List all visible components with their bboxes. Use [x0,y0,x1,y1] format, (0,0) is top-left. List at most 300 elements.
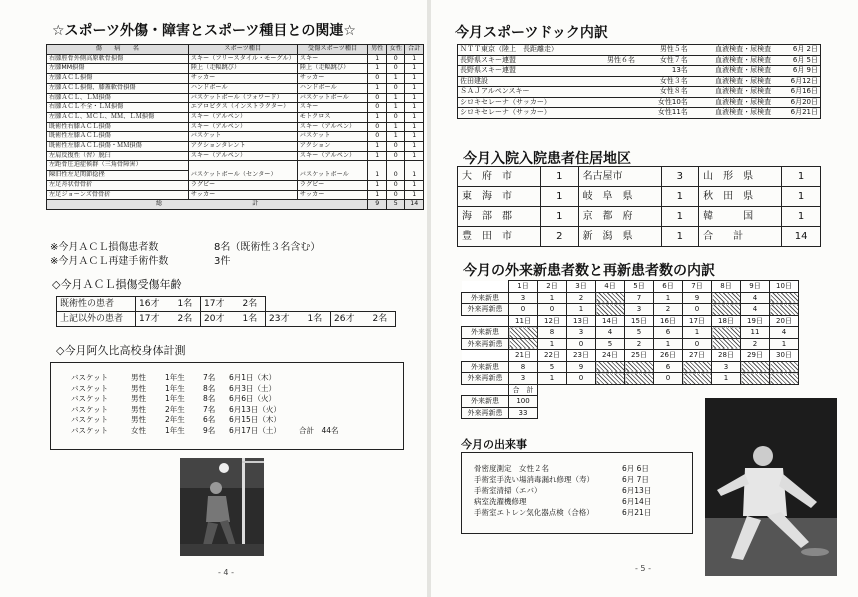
injury-row [47,132,424,142]
count-value: 3 [712,361,741,373]
injury-total: 1 [405,112,424,122]
residence-count: 1 [661,207,699,227]
event-text: 手術室エトレン気化器点検（合格） [474,508,594,517]
injury-receive-sport: スキー [297,103,368,113]
measurement-field: 6月17日（土） [229,425,281,435]
dock-row [458,87,821,98]
injury-male: 1 [368,142,387,152]
measurement-field: 8名 [203,394,216,404]
count-total-value: 33 [509,407,538,419]
injury-diagnosis: 陳旧性左足関節捻挫 [47,171,189,181]
count-day: 12日 [538,315,567,327]
event-date: 6月13日 [622,486,652,495]
count-day: 21日 [509,350,538,362]
injury-section-title: ☆スポーツ外傷・障害とスポーツ種目との関連☆ [52,23,356,39]
residence-area: 合 計 [699,227,782,247]
dock-row [458,45,821,56]
injury-female: 0 [386,151,405,161]
injury-receive-sport: アクション [297,142,368,152]
injury-sport: スキー（アルペン） [188,112,297,122]
age-cell: 26才 2名 [331,312,396,327]
injury-diagnosis: 左足舟状骨骨折 [47,180,189,190]
count-value: 0 [567,338,596,350]
measurement-field: バスケット [71,373,109,382]
count-day: 9日 [741,281,770,293]
count-value: 1 [567,304,596,316]
dock-count-male [592,108,637,119]
injury-sport: バスケット [188,132,297,142]
measurement-field: 7名 [203,373,216,382]
injury-row [47,93,424,103]
injury-row [47,64,424,74]
measurement-field: 6月13日（火） [229,404,281,414]
dock-tests: 血液検査・尿検査 [690,55,773,66]
injury-row [47,103,424,113]
count-value: 5 [538,361,567,373]
injury-female: 1 [386,93,405,103]
measurement-field: 6月1日（木） [229,373,277,382]
dock-count-male [592,76,637,87]
measurement-field: バスケット [71,404,109,414]
measurement-box [50,362,404,450]
measurement-field: 男性 [131,404,146,414]
residence-count: 1 [661,227,699,247]
dock-team: シロキセレーナ（サッカー） [458,97,593,108]
injury-row [47,122,424,132]
injury-total: 1 [405,180,424,190]
count-value [770,304,799,316]
measurement-field: バスケット [71,383,109,393]
age-cell: 17才 2名 [201,297,266,312]
count-row-label: 外来新患 [462,292,509,304]
count-day: 2日 [538,281,567,293]
dock-count: 男性５名 [637,45,690,56]
injury-male: 1 [368,180,387,190]
count-value: 1 [712,373,741,385]
event-date: 6月21日 [622,508,652,517]
measurement-field: 6月15日（木） [229,415,281,425]
count-value [596,373,625,385]
injury-diagnosis: 左膝ＡＣＬ損傷 [47,74,189,84]
residence-count: 1 [541,167,579,187]
injury-sport: 陸上（走幅跳び） [188,64,297,74]
residence-count: 2 [541,227,579,247]
injury-male: 0 [368,93,387,103]
injury-total: 1 [405,142,424,152]
count-day: 16日 [654,315,683,327]
measurement-field: 男性 [131,415,146,425]
count-value: 4 [770,327,799,339]
injury-male: 1 [368,171,387,181]
event-text: 骨密度測定 女性２名 [474,464,549,473]
injury-female: 1 [386,103,405,113]
count-day: 22日 [538,350,567,362]
count-day: 4日 [596,281,625,293]
injury-receive-sport: スキー（アルペン） [297,122,368,132]
count-value [625,373,654,385]
measurement-field: 7名 [203,404,216,414]
page-number-left: - 4 - [218,568,234,577]
injury-female: 0 [386,142,405,152]
injury-sport: スキー（アルペン） [188,122,297,132]
count-value [596,304,625,316]
injury-female: 0 [386,64,405,74]
injury-male: 0 [368,103,387,113]
injury-diagnosis: 既術性左膝ＡＣＬ損傷・ＭＭ損傷 [47,142,189,152]
count-value [509,327,538,339]
residence-count: 1 [541,187,579,207]
count-row-new [462,292,799,304]
count-total-value: 100 [509,396,538,408]
injury-diagnosis: 右膝ＡＣＬ不全・ＬＭ損傷 [47,103,189,113]
count-value: 0 [683,338,712,350]
count-day: 25日 [625,350,654,362]
residence-table [457,166,821,247]
dock-count-male: 男性６名 [592,55,637,66]
injury-diagnosis: 左膝MM損傷 [47,64,189,74]
page-5 [431,0,858,597]
injury-female: 0 [386,83,405,93]
count-day: 7日 [683,281,712,293]
injury-male: 1 [368,112,387,122]
header-diagnosis: 傷 病 名 [47,45,189,55]
count-row-label: 外来新患 [462,396,509,408]
injury-table [46,44,424,210]
injury-total: 1 [405,54,424,64]
injury-sport: バスケットボール（センター） [188,171,297,181]
count-value: 3 [567,327,596,339]
age-cell: 17才 2名 [136,312,201,327]
acl-count-value: 8名（既術性３名含む） [214,242,321,253]
count-row-re [462,373,799,385]
count-value: 9 [683,292,712,304]
injury-total: 1 [405,122,424,132]
injury-receive-sport: サッカー [297,190,368,200]
count-value: 1 [538,292,567,304]
dock-tests: 血液検査・尿検査 [690,87,773,98]
count-value: 9 [567,361,596,373]
acl-rerecon-value: 3件 [214,256,231,267]
residence-area: 大 府 市 [458,167,541,187]
count-day-row [462,350,799,362]
residence-area: 東 海 市 [458,187,541,207]
injury-diagnosis: 左膝ＡＣＬ損傷、膝蓋軟骨損傷 [47,83,189,93]
baseball-photo [705,398,837,576]
injury-receive-sport: スキー（アルペン） [297,151,368,161]
injury-diagnosis: 左距骨圧迫症候群（三角骨障害） [47,161,189,171]
injury-receive-sport: バスケット [297,132,368,142]
count-value [683,373,712,385]
measurement-line [71,426,339,437]
injury-receive-sport: バスケットボール [297,93,368,103]
count-day: 30日 [770,350,799,362]
dock-tests: 血液検査・尿検査 [690,76,773,87]
count-day: 28日 [712,350,741,362]
soccer-player-image [180,458,264,556]
injury-total-label [47,200,368,210]
injury-male: 1 [368,190,387,200]
injury-male: 0 [368,122,387,132]
count-day: 26日 [654,350,683,362]
injury-total: 1 [405,64,424,74]
injury-diagnosis: 右膝脛骨外側高原軟骨損傷 [47,54,189,64]
residence-area: 山 形 県 [699,167,782,187]
acl-count-label: ※今月ＡＣＬ損傷患者数 [50,242,159,253]
event-text: 手術室手洗い場消毒漏れ修理（寿） [474,475,594,484]
injury-total: 1 [405,190,424,200]
count-day: 1日 [509,281,538,293]
injury-total: 1 [405,83,424,93]
count-value [596,361,625,373]
injury-sport: エアロビクス（インストラクター） [188,103,297,113]
count-day: 29日 [741,350,770,362]
count-value: 1 [538,338,567,350]
count-value [741,373,770,385]
measurement-line [71,394,339,405]
count-day-row [462,315,799,327]
age-row-label: 既術性の患者 [57,297,136,312]
injury-row [47,112,424,122]
age-table [56,296,396,327]
dock-count: 女性11名 [637,108,690,119]
dock-team: シロキセレーナ（サッカー） [458,108,593,119]
injury-male: 1 [368,151,387,161]
event-item [474,485,651,496]
dock-row [458,55,821,66]
measurement-field: 6月6日（火） [229,394,277,404]
measurement-field: バスケット [71,415,109,425]
injury-female: 0 [386,112,405,122]
count-day: 14日 [596,315,625,327]
count-day: 23日 [567,350,596,362]
injury-male: 1 [368,54,387,64]
dock-section-title: 今月スポーツドック内訳 [455,25,608,41]
dock-date: 6月 2日 [773,45,820,56]
injury-male: 1 [368,83,387,93]
injury-receive-sport: ラグビー [297,180,368,190]
age-cell: 16才 1名 [136,297,201,312]
age-row-label: 上記以外の患者 [57,312,136,327]
dock-table [457,44,821,119]
measurement-field: 男性 [131,394,146,404]
dock-tests: 血液検査・尿検査 [690,108,773,119]
residence-area: 秋 田 県 [699,187,782,207]
measurement-field: 1年生 [165,425,185,435]
injury-receive-sport [297,161,368,171]
dock-date: 6月 9日 [773,66,820,77]
injury-row [47,171,424,181]
injury-row [47,83,424,93]
residence-area: 岐 阜 県 [578,187,661,207]
residence-row [458,227,821,247]
count-value: 1 [683,327,712,339]
measurement-field: 女性 [131,425,146,435]
count-row-label: 外来再新患 [462,304,509,316]
age-section-title: ◇今月ＡＣＬ損傷受傷年齢 [52,278,182,291]
header-sport: スポーツ種目 [188,45,297,55]
measurement-field: 2年生 [165,415,185,425]
count-value: 3 [509,292,538,304]
count-value [625,361,654,373]
injury-female: 0 [386,54,405,64]
injury-female: 1 [386,132,405,142]
measurement-field: バスケット [71,394,109,404]
baseball-pitcher-image [705,398,837,576]
count-value: 4 [596,327,625,339]
injury-male [368,161,387,171]
injury-diagnosis: 既術性右膝ＡＣＬ損傷 [47,122,189,132]
count-total-label: 合 計 [509,384,538,396]
injury-receive-sport: 陸上（走幅跳び） [297,64,368,74]
injury-total: 1 [405,93,424,103]
measure-section-title: ◇今月阿久比高校身体計測 [56,344,186,357]
injury-sport: スキー（フリースタイル・モーグル） [188,54,297,64]
injury-receive-sport: スキー [297,54,368,64]
count-value [712,292,741,304]
dock-date: 6月 5日 [773,55,820,66]
count-row-re [462,304,799,316]
dock-count-male [592,97,637,108]
dock-row [458,66,821,77]
injury-male: 1 [368,64,387,74]
injury-female: 0 [386,190,405,200]
page-4 [0,0,427,597]
dock-team: ＳＡＪアルペンスキー [458,87,593,98]
count-value [770,292,799,304]
header-male: 男性 [368,45,387,55]
injury-diagnosis: 左足ジョーンズ骨骨折 [47,190,189,200]
injury-row [47,142,424,152]
injury-diagnosis: 左膝ＡＣＬ、ＭＣＬ、ＭＭ、ＬＭ損傷 [47,112,189,122]
measurement-total: 合計 44名 [299,425,339,435]
count-value: 4 [741,292,770,304]
count-day: 17日 [683,315,712,327]
count-day: 10日 [770,281,799,293]
injury-female: 0 [386,180,405,190]
residence-count: 1 [541,207,579,227]
count-value: 0 [567,373,596,385]
header-total: 合計 [405,45,424,55]
residence-count: 1 [661,187,699,207]
residence-count: 1 [782,167,821,187]
age-row-retear [57,297,396,312]
injury-total-row [47,200,424,210]
residence-count: 14 [782,227,821,247]
count-value [683,361,712,373]
injury-receive-sport: モトクロス [297,112,368,122]
injury-diagnosis: 右膝ＡＣＬ、ＬＭ損傷 [47,93,189,103]
dock-team: 長野県スキー連盟 [458,66,593,77]
count-value: 4 [741,304,770,316]
measurement-field: 男性 [131,383,146,393]
dock-count: 女性８名 [637,87,690,98]
acl-rerecon-label: ※今月ＡＣＬ再建手術件数 [50,256,169,267]
count-day-row [462,281,799,293]
injury-sport: ハンドボール [188,83,297,93]
injury-receive-sport: ハンドボール [297,83,368,93]
measurement-field: バスケット [71,425,109,435]
count-row-new [462,327,799,339]
count-value: 8 [538,327,567,339]
dock-row [458,97,821,108]
residence-section-title: 今月入院入院患者住居地区 [463,151,631,167]
count-value: 3 [509,373,538,385]
count-row-label: 外来新患 [462,361,509,373]
count-day: 18日 [712,315,741,327]
dock-date: 6月16日 [773,87,820,98]
count-value: 1 [538,373,567,385]
events-box [461,452,693,534]
count-value: 0 [538,304,567,316]
count-day: 20日 [770,315,799,327]
injury-total: 1 [405,171,424,181]
injury-male: 0 [368,132,387,142]
age-cell: 23才 1名 [266,312,331,327]
injury-sport: スキー（アルペン） [188,151,297,161]
header-injury-sport: 受傷スポーツ種目 [297,45,368,55]
dock-row [458,108,821,119]
dock-team: ＮＴＴ東京（陸上 長距離走） [458,45,593,56]
event-item [474,507,651,518]
injury-receive-sport: サッカー [297,74,368,84]
age-cell: 20才 1名 [201,312,266,327]
event-date: 6月 7日 [622,475,649,484]
count-value: 2 [654,304,683,316]
injury-sport [188,161,297,171]
count-value: 3 [625,304,654,316]
dock-team: 佐田建設 [458,76,593,87]
count-row-new [462,361,799,373]
injury-total: 1 [405,103,424,113]
count-day: 19日 [741,315,770,327]
injury-total [405,161,424,171]
measurement-field: 1年生 [165,394,185,404]
residence-area: 韓 国 [699,207,782,227]
measurement-field: 9名 [203,425,216,435]
injury-female [386,161,405,171]
page-number-right: - 5 - [635,564,651,573]
count-value [712,327,741,339]
measurement-field: 8名 [203,383,216,393]
dock-date: 6月21日 [773,108,820,119]
dock-count: 13名 [637,66,690,77]
event-date: 6月14日 [622,497,652,506]
count-value: 8 [509,361,538,373]
count-row-label: 外来再新患 [462,407,509,419]
residence-area: 京 都 府 [578,207,661,227]
count-value: 7 [625,292,654,304]
count-value: 6 [654,361,683,373]
injury-row [47,54,424,64]
count-day: 15日 [625,315,654,327]
injury-row [47,161,424,171]
count-value [596,292,625,304]
residence-area: 豊 田 市 [458,227,541,247]
total-label-b: 計 [252,200,259,208]
injury-female: 0 [386,171,405,181]
dock-tests: 血液検査・尿検査 [690,66,773,77]
count-day: 24日 [596,350,625,362]
injury-receive-sport: バスケットボール [297,171,368,181]
measurement-field: 男性 [131,373,146,382]
injury-sport: サッカー [188,74,297,84]
residence-area: 海 部 郡 [458,207,541,227]
events-section-title: 今月の出来事 [461,438,527,451]
count-row-label: 外来再新患 [462,373,509,385]
count-value: 2 [741,338,770,350]
count-day: 6日 [654,281,683,293]
dock-count: 女性10名 [637,97,690,108]
